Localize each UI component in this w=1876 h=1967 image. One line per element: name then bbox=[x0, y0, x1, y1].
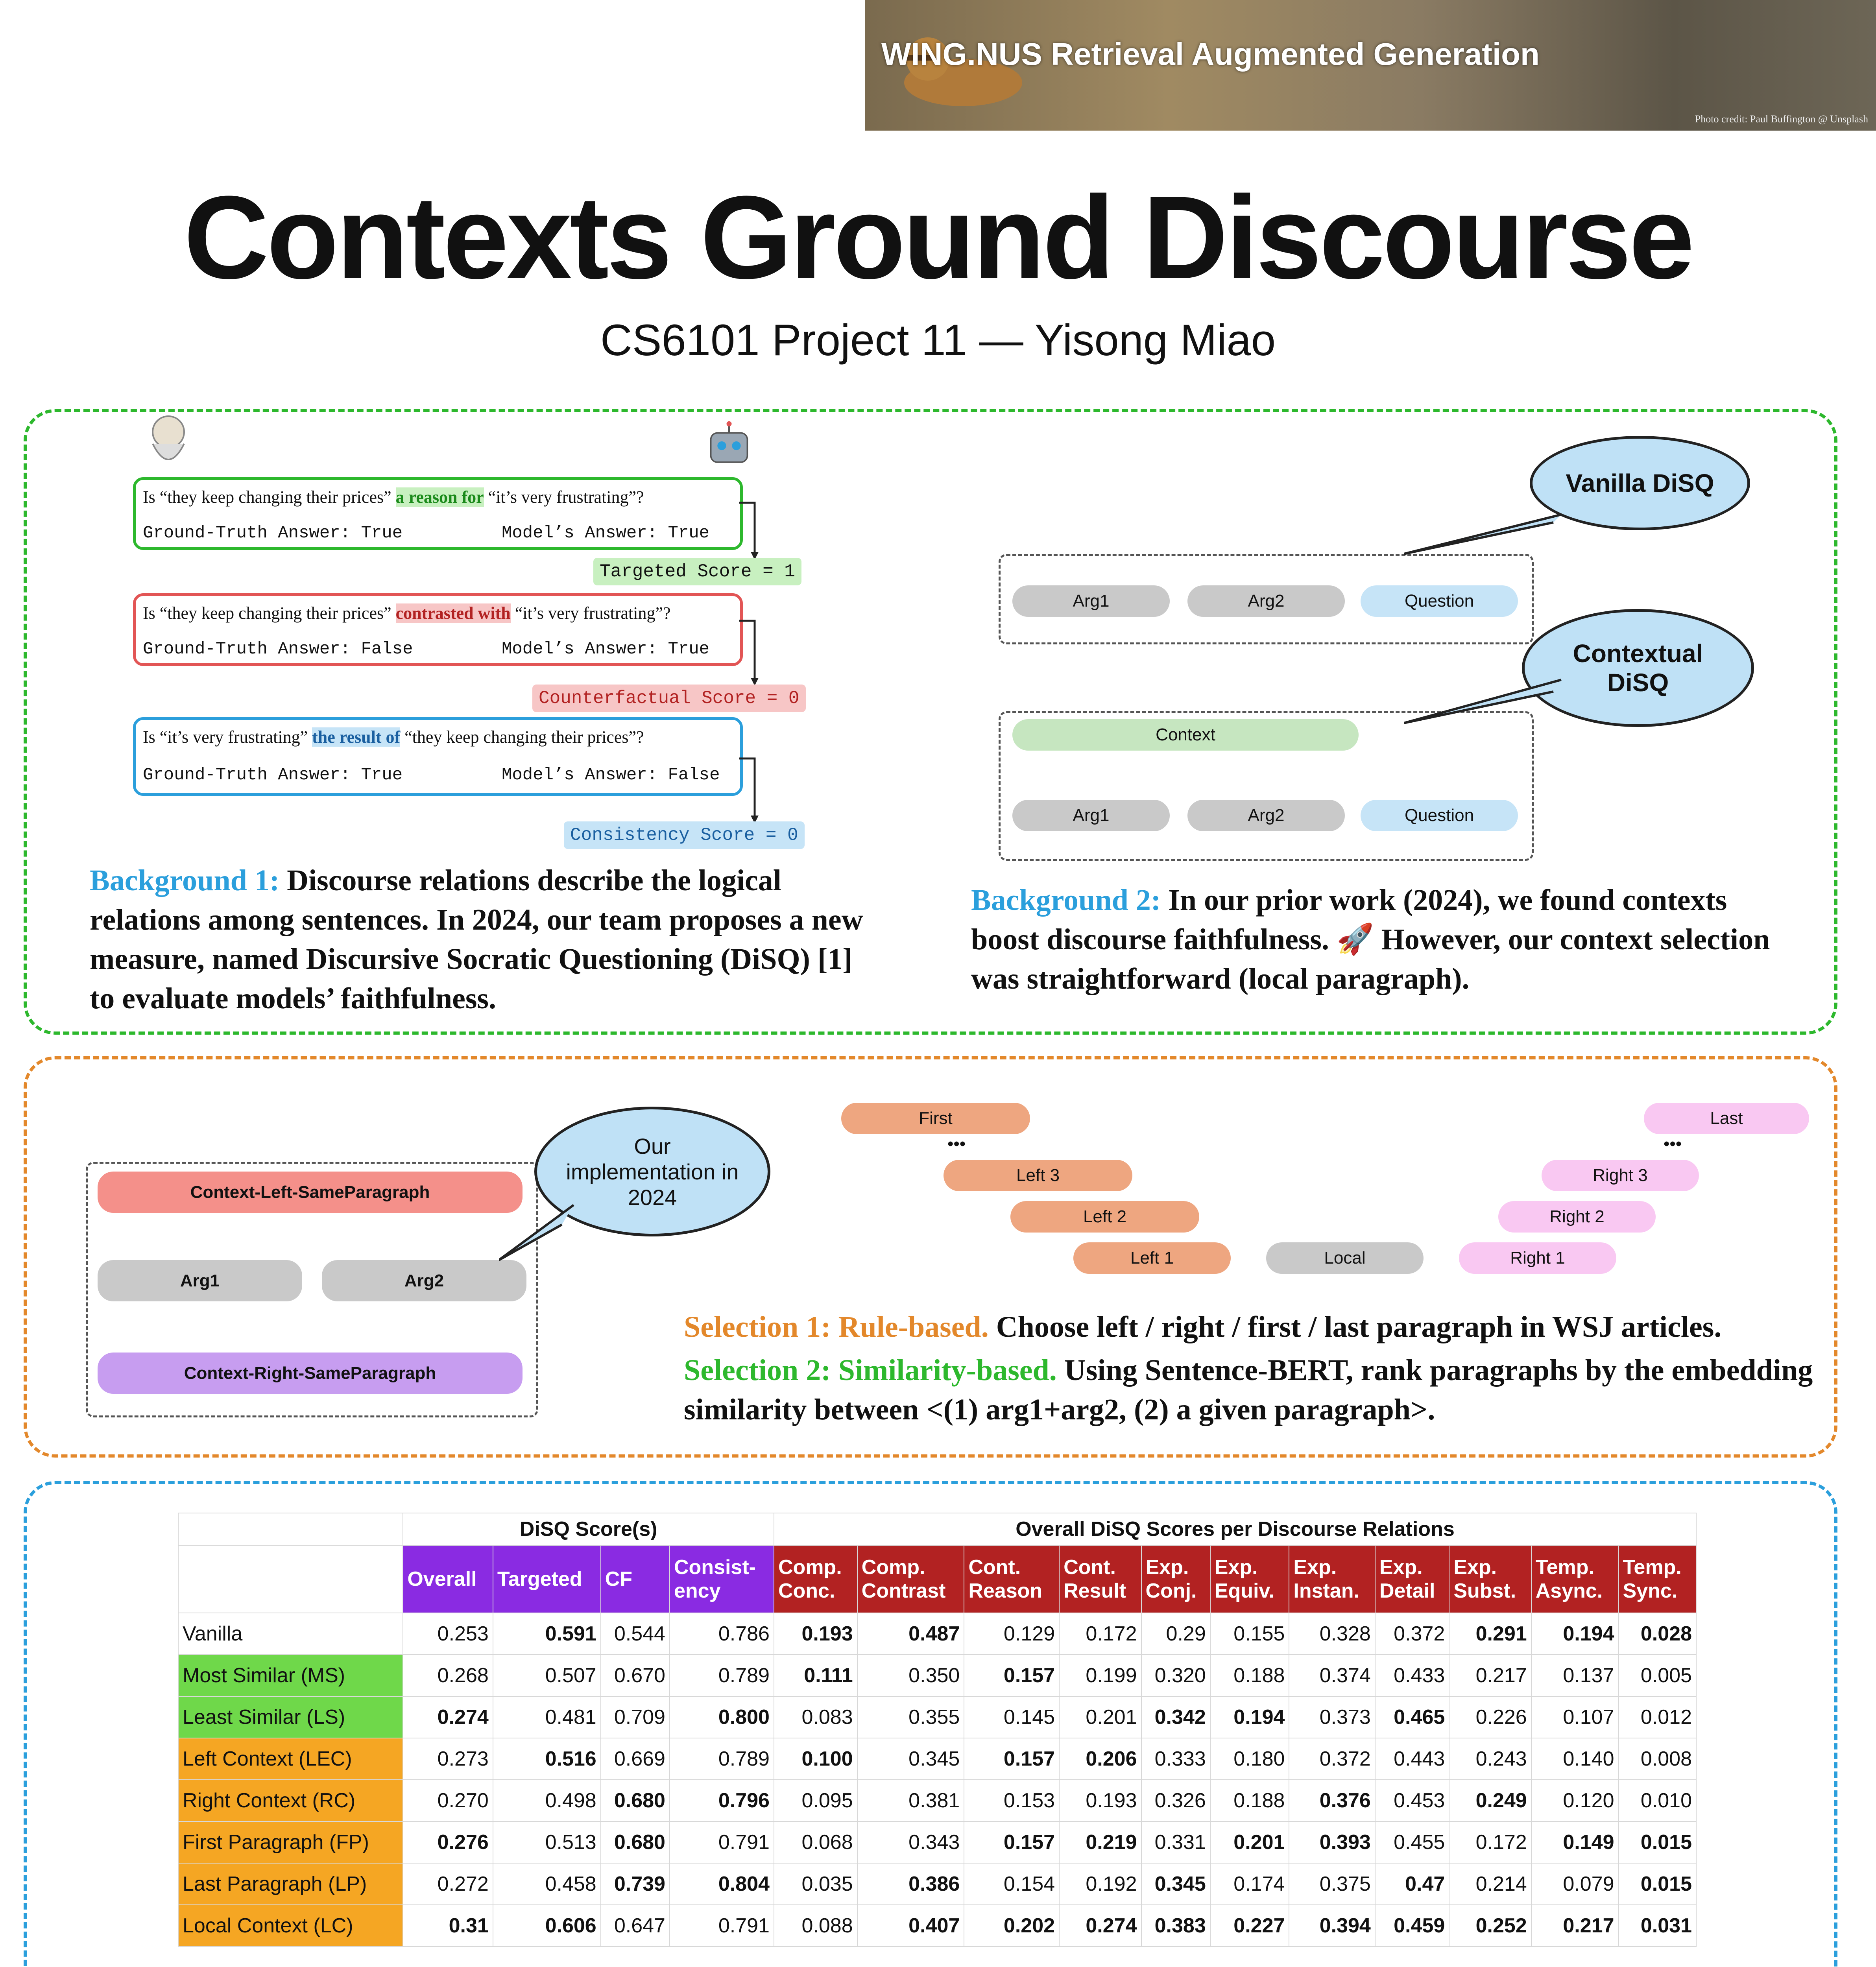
contextual-bubble-tail bbox=[1404, 672, 1569, 731]
table-cell: 0.268 bbox=[403, 1655, 493, 1696]
contextual-question: Question bbox=[1361, 800, 1518, 831]
q2-model-answer: Model’s Answer: True bbox=[502, 639, 710, 659]
table-cell: 0.028 bbox=[1619, 1613, 1696, 1655]
table-cell: 0.194 bbox=[1210, 1696, 1289, 1738]
para-last: Last bbox=[1644, 1103, 1809, 1134]
table-header-13: Temp. Async. bbox=[1531, 1545, 1619, 1613]
para-left3: Left 3 bbox=[944, 1160, 1132, 1191]
dots-left: ••• bbox=[947, 1134, 966, 1153]
table-cell: 0.088 bbox=[774, 1905, 857, 1947]
table-row bbox=[178, 1655, 1696, 1696]
table-cell: 0.791 bbox=[670, 1821, 774, 1863]
banner-title: WING.NUS Retrieval Augmented Generation bbox=[881, 37, 1540, 72]
table-cell: 0.206 bbox=[1059, 1738, 1141, 1780]
table-header-8: Exp. Conj. bbox=[1141, 1545, 1210, 1613]
table-header-11: Exp. Detail bbox=[1375, 1545, 1449, 1613]
q3-connector bbox=[739, 755, 763, 825]
background-1-text bbox=[90, 861, 873, 1018]
q3-model-answer: Model’s Answer: False bbox=[502, 765, 720, 785]
table-cell: 0.804 bbox=[670, 1863, 774, 1905]
background-2-body: In our prior work (2024), we found contexts boost discourse faithfulness. 🚀 However, our context selection was straightforward (local paragraph). bbox=[971, 884, 1770, 995]
table-row-label: Right Context (RC) bbox=[178, 1780, 403, 1821]
para-right3: Right 3 bbox=[1542, 1160, 1699, 1191]
table-header-row bbox=[178, 1545, 1696, 1613]
implementation-bubble-tail bbox=[499, 1201, 578, 1264]
table-cell: 0.320 bbox=[1141, 1655, 1210, 1696]
table-cell: 0.407 bbox=[857, 1905, 964, 1947]
table-cell: 0.154 bbox=[964, 1863, 1059, 1905]
q2-highlight: contrasted with bbox=[395, 603, 511, 623]
para-left2: Left 2 bbox=[1010, 1201, 1199, 1233]
table-cell: 0.180 bbox=[1210, 1738, 1289, 1780]
table-cell: 0.201 bbox=[1059, 1696, 1141, 1738]
background-2-text bbox=[971, 880, 1801, 998]
table-cell: 0.345 bbox=[857, 1738, 964, 1780]
q1-pre: Is “they keep changing their prices” bbox=[143, 487, 396, 507]
table-cell: 0.459 bbox=[1375, 1905, 1449, 1947]
table-cell: 0.253 bbox=[403, 1613, 493, 1655]
question-targeted bbox=[133, 477, 743, 550]
table-cell: 0.120 bbox=[1531, 1780, 1619, 1821]
q2-pre: Is “they keep changing their prices” bbox=[143, 603, 396, 623]
table-cell: 0.373 bbox=[1289, 1696, 1375, 1738]
table-cell: 0.010 bbox=[1619, 1780, 1696, 1821]
table-cell: 0.157 bbox=[964, 1821, 1059, 1863]
vanilla-arg1: Arg1 bbox=[1012, 585, 1170, 617]
table-cell: 0.199 bbox=[1059, 1655, 1141, 1696]
table-cell: 0.273 bbox=[403, 1738, 493, 1780]
table-cell: 0.227 bbox=[1210, 1905, 1289, 1947]
table-row bbox=[178, 1905, 1696, 1947]
table-cell: 0.188 bbox=[1210, 1780, 1289, 1821]
table-cell: 0.789 bbox=[670, 1655, 774, 1696]
table-cell: 0.107 bbox=[1531, 1696, 1619, 1738]
table-cell: 0.129 bbox=[964, 1613, 1059, 1655]
table-row-label: Most Similar (MS) bbox=[178, 1655, 403, 1696]
table-cell: 0.383 bbox=[1141, 1905, 1210, 1947]
table-cell: 0.331 bbox=[1141, 1821, 1210, 1863]
contextual-arg2: Arg2 bbox=[1187, 800, 1345, 831]
q2-connector bbox=[739, 617, 763, 688]
q3-ground-truth: Ground-Truth Answer: True bbox=[143, 765, 403, 785]
para-right2: Right 2 bbox=[1498, 1201, 1656, 1233]
table-cell: 0.670 bbox=[601, 1655, 670, 1696]
table-cell: 0.174 bbox=[1210, 1863, 1289, 1905]
table-cell: 0.157 bbox=[964, 1738, 1059, 1780]
table-cell: 0.035 bbox=[774, 1863, 857, 1905]
q1-model-answer: Model’s Answer: True bbox=[502, 523, 710, 543]
table-header-0: Overall bbox=[403, 1545, 493, 1613]
q2-post: “it’s very frustrating”? bbox=[510, 603, 671, 623]
table-cell: 0.669 bbox=[601, 1738, 670, 1780]
question-consistency bbox=[133, 717, 743, 796]
table-header-9: Exp. Equiv. bbox=[1210, 1545, 1289, 1613]
table-header-4: Comp. Conc. bbox=[774, 1545, 857, 1613]
table-header-7: Cont. Result bbox=[1059, 1545, 1141, 1613]
panel2-arg2: Arg2 bbox=[322, 1260, 526, 1301]
table-cell: 0.270 bbox=[403, 1780, 493, 1821]
table-cell: 0.068 bbox=[774, 1821, 857, 1863]
consistency-score: Consistency Score = 0 bbox=[564, 821, 805, 849]
panel2-arg1: Arg1 bbox=[98, 1260, 302, 1301]
table-cell: 0.647 bbox=[601, 1905, 670, 1947]
poster-title: Contexts Ground Discourse bbox=[184, 171, 1692, 303]
table-cell: 0.193 bbox=[1059, 1780, 1141, 1821]
contextual-context: Context bbox=[1012, 719, 1359, 751]
table-cell: 0.443 bbox=[1375, 1738, 1449, 1780]
table-corner bbox=[178, 1513, 403, 1545]
table-cell: 0.145 bbox=[964, 1696, 1059, 1738]
table-cell: 0.252 bbox=[1449, 1905, 1531, 1947]
table-cell: 0.149 bbox=[1531, 1821, 1619, 1863]
table-cell: 0.192 bbox=[1059, 1863, 1141, 1905]
table-cell: 0.100 bbox=[774, 1738, 857, 1780]
table-cell: 0.394 bbox=[1289, 1905, 1375, 1947]
table-row-label: Left Context (LEC) bbox=[178, 1738, 403, 1780]
header-banner bbox=[865, 0, 1876, 131]
table-cell: 0.345 bbox=[1141, 1863, 1210, 1905]
table-cell: 0.31 bbox=[403, 1905, 493, 1947]
table-cell: 0.355 bbox=[857, 1696, 964, 1738]
table-cell: 0.274 bbox=[1059, 1905, 1141, 1947]
para-left1: Left 1 bbox=[1073, 1242, 1231, 1274]
table-cell: 0.789 bbox=[670, 1738, 774, 1780]
context-left-same-paragraph: Context-Left-SameParagraph bbox=[98, 1172, 523, 1213]
table-cell: 0.214 bbox=[1449, 1863, 1531, 1905]
table-cell: 0.498 bbox=[493, 1780, 601, 1821]
table-cell: 0.47 bbox=[1375, 1863, 1449, 1905]
table-cell: 0.217 bbox=[1531, 1905, 1619, 1947]
table-row bbox=[178, 1863, 1696, 1905]
table-row-label: Local Context (LC) bbox=[178, 1905, 403, 1947]
table-cell: 0.680 bbox=[601, 1780, 670, 1821]
contextual-disq-bubble: Contextual DiSQ bbox=[1522, 609, 1754, 727]
table-cell: 0.375 bbox=[1289, 1863, 1375, 1905]
table-header-10: Exp. Instan. bbox=[1289, 1545, 1375, 1613]
table-cell: 0.172 bbox=[1059, 1613, 1141, 1655]
table-cell: 0.276 bbox=[403, 1821, 493, 1863]
table-cell: 0.381 bbox=[857, 1780, 964, 1821]
table-cell: 0.433 bbox=[1375, 1655, 1449, 1696]
selection-2-label: Selection 2: Similarity-based. bbox=[684, 1354, 1057, 1387]
table-cell: 0.513 bbox=[493, 1821, 601, 1863]
vanilla-bubble-tail bbox=[1404, 507, 1569, 562]
table-cell: 0.342 bbox=[1141, 1696, 1210, 1738]
table-cell: 0.157 bbox=[964, 1655, 1059, 1696]
table-cell: 0.374 bbox=[1289, 1655, 1375, 1696]
table-cell: 0.111 bbox=[774, 1655, 857, 1696]
table-header-6: Cont. Reason bbox=[964, 1545, 1059, 1613]
table-cell: 0.274 bbox=[403, 1696, 493, 1738]
counterfactual-score: Counterfactual Score = 0 bbox=[532, 685, 806, 712]
background-1-body: Discourse relations describe the logical relations among sentences. In 2024, our team proposes a new measure, named Discursive Socratic Questioning (DiSQ) [1] to evaluate models’ faithfulness. bbox=[90, 864, 863, 1015]
selection-panel bbox=[24, 1056, 1837, 1458]
table-cell: 0.095 bbox=[774, 1780, 857, 1821]
question-counterfactual bbox=[133, 593, 743, 666]
table-cell: 0.202 bbox=[964, 1905, 1059, 1947]
table-row bbox=[178, 1780, 1696, 1821]
table-header-5: Comp. Contrast bbox=[857, 1545, 964, 1613]
contextual-arg1: Arg1 bbox=[1012, 800, 1170, 831]
table-cell: 0.015 bbox=[1619, 1821, 1696, 1863]
socrates-icon bbox=[137, 408, 200, 471]
table-cell: 0.393 bbox=[1289, 1821, 1375, 1863]
table-cell: 0.008 bbox=[1619, 1738, 1696, 1780]
table-cell: 0.328 bbox=[1289, 1613, 1375, 1655]
table-cell: 0.193 bbox=[774, 1613, 857, 1655]
table-cell: 0.481 bbox=[493, 1696, 601, 1738]
table-cell: 0.201 bbox=[1210, 1821, 1289, 1863]
table-cell: 0.516 bbox=[493, 1738, 601, 1780]
table-row-label: Vanilla bbox=[178, 1613, 403, 1655]
table-cell: 0.796 bbox=[670, 1780, 774, 1821]
table-cell: 0.786 bbox=[670, 1613, 774, 1655]
results-table bbox=[178, 1513, 1697, 1947]
selection-2-text bbox=[684, 1351, 1817, 1429]
table-cell: 0.005 bbox=[1619, 1655, 1696, 1696]
selection-1-text bbox=[684, 1307, 1817, 1347]
para-right1: Right 1 bbox=[1459, 1242, 1616, 1274]
table-cell: 0.137 bbox=[1531, 1655, 1619, 1696]
table-row-label: First Paragraph (FP) bbox=[178, 1821, 403, 1863]
table-cell: 0.791 bbox=[670, 1905, 774, 1947]
dots-right: ••• bbox=[1664, 1134, 1682, 1153]
table-header-12: Exp. Subst. bbox=[1449, 1545, 1531, 1613]
table-cell: 0.226 bbox=[1449, 1696, 1531, 1738]
targeted-score: Targeted Score = 1 bbox=[593, 558, 801, 585]
q1-connector bbox=[739, 499, 763, 562]
q1-ground-truth: Ground-Truth Answer: True bbox=[143, 523, 403, 543]
table-header-1: Targeted bbox=[493, 1545, 601, 1613]
table-cell: 0.194 bbox=[1531, 1613, 1619, 1655]
table-cell: 0.172 bbox=[1449, 1821, 1531, 1863]
table-row bbox=[178, 1738, 1696, 1780]
q2-ground-truth: Ground-Truth Answer: False bbox=[143, 639, 413, 659]
table-cell: 0.453 bbox=[1375, 1780, 1449, 1821]
table-cell: 0.031 bbox=[1619, 1905, 1696, 1947]
banner-credit: Photo credit: Paul Buffington @ Unsplash bbox=[1695, 113, 1868, 125]
table-header-blank bbox=[178, 1545, 403, 1613]
table-cell: 0.465 bbox=[1375, 1696, 1449, 1738]
selection-1-body: Choose left / right / first / last paragraph in WSJ articles. bbox=[988, 1310, 1722, 1343]
background-2-label: Background 2: bbox=[971, 884, 1161, 917]
table-header-2: CF bbox=[601, 1545, 670, 1613]
table-cell: 0.800 bbox=[670, 1696, 774, 1738]
poster-subtitle: CS6101 Project 11 — Yisong Miao bbox=[600, 316, 1276, 365]
table-cell: 0.487 bbox=[857, 1613, 964, 1655]
table-cell: 0.249 bbox=[1449, 1780, 1531, 1821]
q3-pre: Is “it’s very frustrating” bbox=[143, 727, 312, 747]
table-header-14: Temp. Sync. bbox=[1619, 1545, 1696, 1613]
table-cell: 0.591 bbox=[493, 1613, 601, 1655]
table-cell: 0.507 bbox=[493, 1655, 601, 1696]
table-cell: 0.219 bbox=[1059, 1821, 1141, 1863]
table-cell: 0.372 bbox=[1289, 1738, 1375, 1780]
vanilla-question: Question bbox=[1361, 585, 1518, 617]
table-cell: 0.079 bbox=[1531, 1863, 1619, 1905]
table-cell: 0.376 bbox=[1289, 1780, 1375, 1821]
vanilla-arg2: Arg2 bbox=[1187, 585, 1345, 617]
selection-1-label: Selection 1: Rule-based. bbox=[684, 1310, 989, 1343]
table-cell: 0.217 bbox=[1449, 1655, 1531, 1696]
table-cell: 0.243 bbox=[1449, 1738, 1531, 1780]
table-cell: 0.333 bbox=[1141, 1738, 1210, 1780]
background-panel bbox=[24, 409, 1837, 1035]
table-cell: 0.272 bbox=[403, 1863, 493, 1905]
selection-2-body: Using Sentence-BERT, rank paragraphs by the embedding similarity between <(1) arg1+arg2, (2) a given paragraph>. bbox=[684, 1354, 1813, 1426]
table-cell: 0.012 bbox=[1619, 1696, 1696, 1738]
table-row-label: Least Similar (LS) bbox=[178, 1696, 403, 1738]
para-local: Local bbox=[1266, 1242, 1424, 1274]
table-cell: 0.153 bbox=[964, 1780, 1059, 1821]
context-right-same-paragraph: Context-Right-SameParagraph bbox=[98, 1353, 523, 1394]
table-cell: 0.739 bbox=[601, 1863, 670, 1905]
table-cell: 0.188 bbox=[1210, 1655, 1289, 1696]
table-cell: 0.372 bbox=[1375, 1613, 1449, 1655]
table-cell: 0.083 bbox=[774, 1696, 857, 1738]
q3-post: “they keep changing their prices”? bbox=[400, 727, 644, 747]
table-group-disq: DiSQ Score(s) bbox=[403, 1513, 774, 1545]
table-cell: 0.155 bbox=[1210, 1613, 1289, 1655]
q1-highlight: a reason for bbox=[395, 487, 484, 507]
table-cell: 0.29 bbox=[1141, 1613, 1210, 1655]
table-cell: 0.455 bbox=[1375, 1821, 1449, 1863]
table-row bbox=[178, 1613, 1696, 1655]
table-cell: 0.350 bbox=[857, 1655, 964, 1696]
table-cell: 0.291 bbox=[1449, 1613, 1531, 1655]
para-first: First bbox=[841, 1103, 1030, 1134]
table-cell: 0.386 bbox=[857, 1863, 964, 1905]
table-row bbox=[178, 1696, 1696, 1738]
table-cell: 0.606 bbox=[493, 1905, 601, 1947]
q3-highlight: the result of bbox=[312, 727, 401, 747]
robot-icon bbox=[704, 420, 755, 471]
table-cell: 0.015 bbox=[1619, 1863, 1696, 1905]
table-group-relations: Overall DiSQ Scores per Discourse Relations bbox=[774, 1513, 1696, 1545]
implementation-bubble: Our implementation in 2024 bbox=[534, 1107, 770, 1236]
table-cell: 0.680 bbox=[601, 1821, 670, 1863]
vanilla-disq-bubble: Vanilla DiSQ bbox=[1530, 436, 1750, 530]
table-cell: 0.709 bbox=[601, 1696, 670, 1738]
table-cell: 0.544 bbox=[601, 1613, 670, 1655]
table-header-3: Consist- ency bbox=[670, 1545, 774, 1613]
table-row bbox=[178, 1821, 1696, 1863]
table-row-label: Last Paragraph (LP) bbox=[178, 1863, 403, 1905]
q1-post: “it’s very frustrating”? bbox=[484, 487, 644, 507]
table-cell: 0.140 bbox=[1531, 1738, 1619, 1780]
table-cell: 0.343 bbox=[857, 1821, 964, 1863]
table-cell: 0.458 bbox=[493, 1863, 601, 1905]
table-cell: 0.326 bbox=[1141, 1780, 1210, 1821]
background-1-label: Background 1: bbox=[90, 864, 280, 897]
